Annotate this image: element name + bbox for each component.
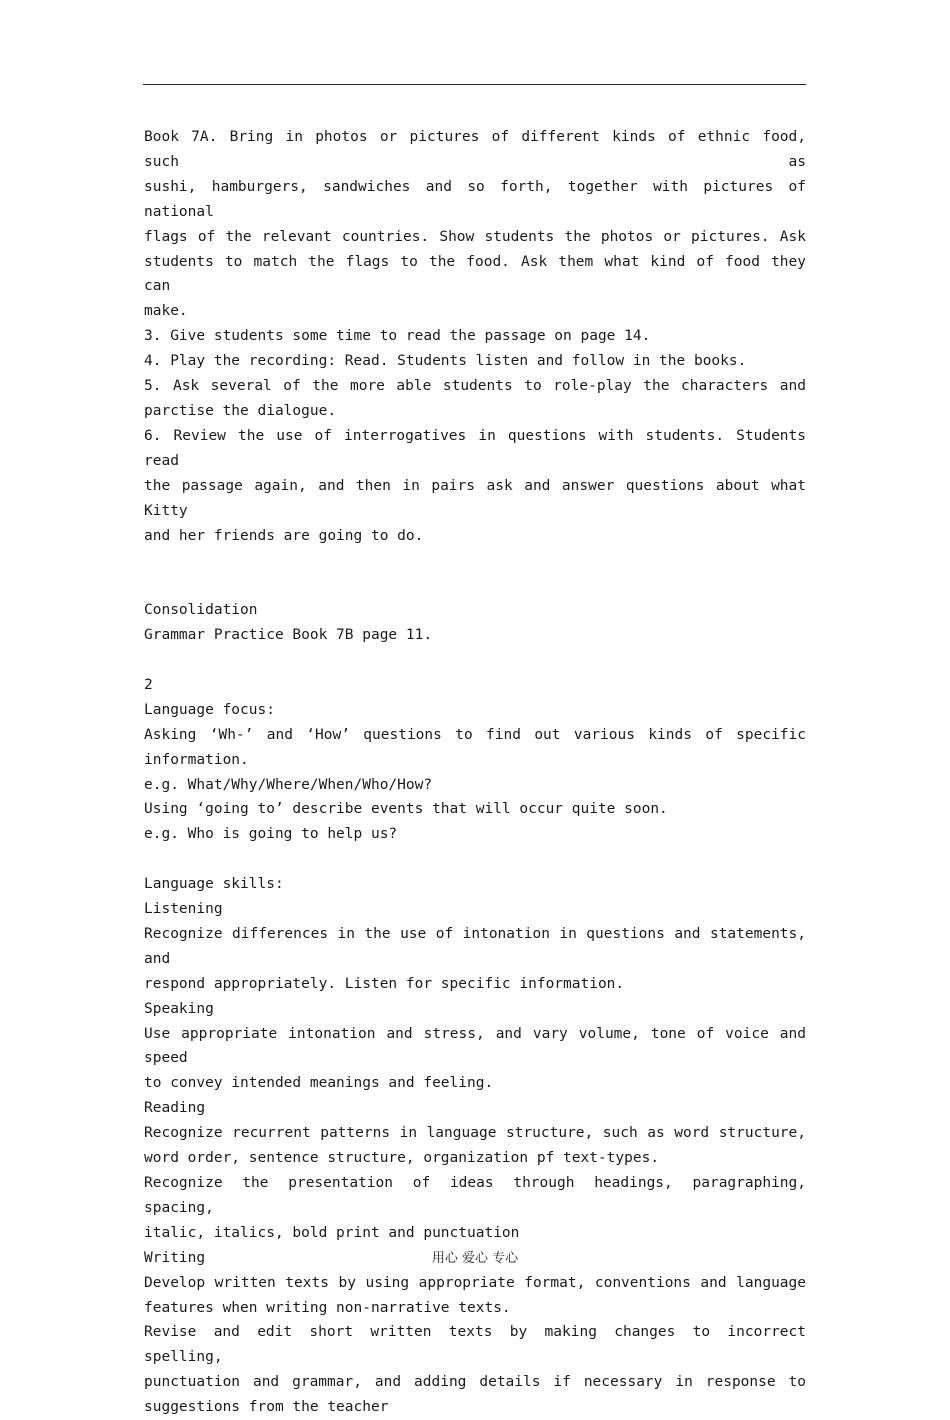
language-skills-heading: Language skills: — [144, 876, 284, 893]
language-focus-example: e.g. What/Why/Where/When/Who/How? — [144, 776, 433, 793]
paragraph-line: Book 7A. Bring in photos or pictures of different kinds of ethnic food, such as — [144, 129, 806, 170]
consolidation-text: Grammar Practice Book 7B page 11. — [144, 627, 433, 644]
step-6: the passage again, and then in pairs ask and answer questions about what Kitty — [144, 477, 806, 519]
step-3: 3. Give students some time to read the passage on page 14. — [144, 328, 651, 345]
spacer — [144, 548, 806, 598]
speaking-text: Use appropriate intonation and stress, and vary volume, tone of voice and speed — [144, 1025, 806, 1067]
paragraph-line: flags of the relevant countries. Show students the photos or pictures. Ask — [144, 228, 806, 245]
listening-text: Recognize differences in the use of intonation in questions and statements, and — [144, 925, 806, 967]
paragraph-line: make. — [144, 303, 188, 320]
step-6: and her friends are going to do. — [144, 527, 424, 544]
step-5: 5. Ask several of the more able students to role-play the characters and — [144, 378, 806, 395]
language-focus-heading: Language focus: — [144, 701, 275, 718]
language-focus-line: information. — [144, 751, 249, 768]
spacer — [144, 648, 806, 673]
reading-text: italic, italics, bold print and punctuation — [144, 1224, 520, 1241]
consolidation-heading: Consolidation — [144, 602, 258, 619]
writing-text: Develop written texts by using appropriate format, conventions and language — [144, 1274, 806, 1291]
paragraph-line: students to match the flags to the food. Ask them what kind of food they can — [144, 253, 806, 295]
spacer — [144, 847, 806, 872]
document-body — [144, 125, 806, 1420]
language-focus-line: Asking ‘Wh-’ and ‘How’ questions to find out various kinds of specific — [144, 726, 806, 743]
page-footer: 用心 爱心 专心 — [431, 1251, 519, 1266]
listening-heading: Listening — [144, 901, 223, 918]
writing-text: suggestions from the teacher — [144, 1399, 389, 1416]
writing-heading: Writing — [144, 1249, 206, 1266]
writing-text: punctuation and grammar, and adding details if necessary in response to — [144, 1374, 806, 1391]
speaking-text: to convey intended meanings and feeling. — [144, 1075, 494, 1092]
paragraph-line: sushi, hamburgers, sandwiches and so forth, together with pictures of national — [144, 178, 806, 220]
section-number: 2 — [144, 676, 153, 693]
language-focus-line: Using ‘going to’ describe events that will occur quite soon. — [144, 801, 668, 818]
reading-text: Recognize the presentation of ideas through headings, paragraphing, spacing, — [144, 1175, 806, 1216]
header-rule — [143, 84, 806, 85]
writing-text: features when writing non-narrative texts. — [144, 1299, 511, 1316]
step-6: 6. Review the use of interrogatives in questions with students. Students read — [144, 427, 806, 469]
writing-text: Revise and edit short written texts by making changes to incorrect spelling, — [144, 1324, 806, 1366]
reading-text: word order, sentence structure, organization pf text-types. — [144, 1150, 660, 1167]
reading-text: Recognize recurrent patterns in language structure, such as word structure, — [144, 1125, 806, 1142]
speaking-heading: Speaking — [144, 1000, 214, 1017]
step-4: 4. Play the recording: Read. Students listen and follow in the books. — [144, 353, 747, 370]
listening-text: respond appropriately. Listen for specific information. — [144, 975, 625, 992]
reading-heading: Reading — [144, 1100, 206, 1117]
language-focus-example: e.g. Who is going to help us? — [144, 826, 398, 843]
step-5: parctise the dialogue. — [144, 402, 337, 419]
